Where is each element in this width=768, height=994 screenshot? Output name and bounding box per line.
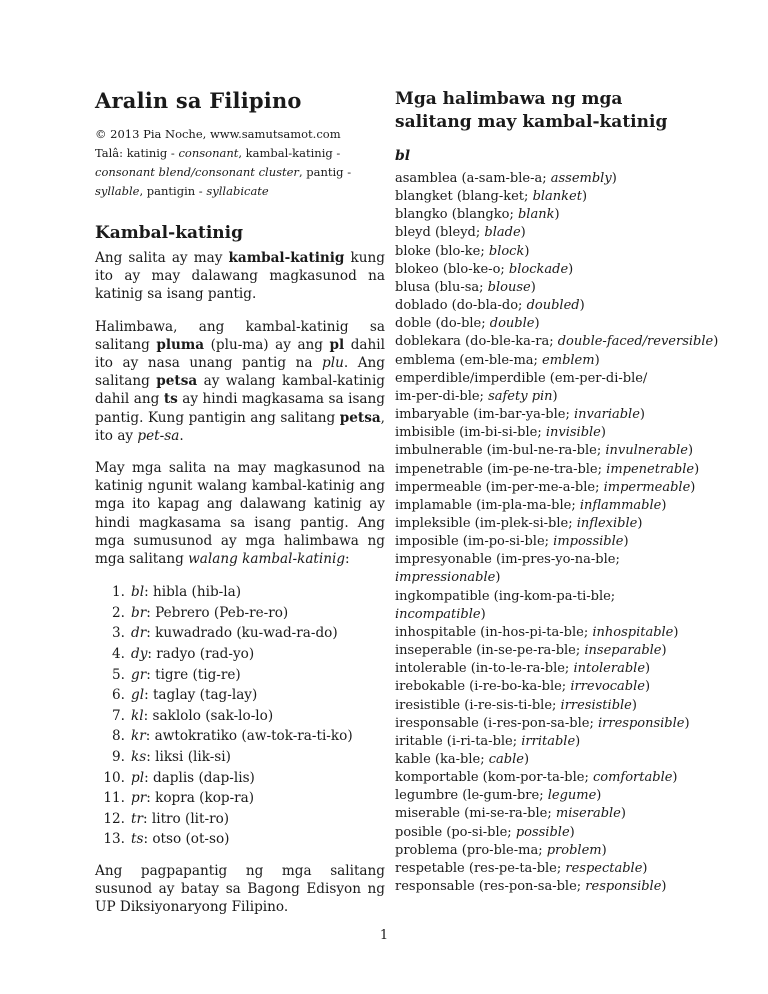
word-entry: imbisible (im-bi-si-ble; invisible) <box>395 425 606 441</box>
word-entry: impressionable) <box>395 570 501 586</box>
list-text: tr: litro (lit-ro) <box>131 810 230 827</box>
word-entry: kable (ka-ble; cable) <box>395 752 530 767</box>
list-item <box>95 788 385 809</box>
list-text: br: Pebrero (Peb-re-ro) <box>131 604 289 621</box>
word-entry: blangko (blangko; blank) <box>395 207 560 223</box>
list-number: 1. <box>112 584 125 601</box>
list-number: 13. <box>103 831 125 848</box>
list-number: 4. <box>112 646 125 663</box>
word-entry: bleyd (bleyd; blade) <box>395 225 526 241</box>
word-list <box>395 170 719 896</box>
word-entry: doble (do-ble; double) <box>395 316 540 332</box>
list-number: 3. <box>112 625 125 642</box>
list-item <box>95 747 385 768</box>
word-entry: imbulnerable (im-bul-ne-ra-ble; invulnerable) <box>395 443 694 459</box>
left-column <box>95 88 385 931</box>
list-number: 11. <box>103 790 125 807</box>
list-number: 6. <box>112 687 125 704</box>
word-entry: ingkompatible (ing-kom-pa-ti-ble; <box>395 588 616 604</box>
list-item <box>95 768 385 789</box>
non-cluster-paragraph: May mga salita na may magkasunod na katinig ngunit walang kambal-katinig ang mga ito kapag ang dalawang katinig ay hindi magkasama sa isang pantig. Ang mga sumusunod ay mga halimbawa ng mga salitang walang kambal-katinig: <box>95 460 385 568</box>
list-item <box>95 582 385 603</box>
word-entry: responsable (res-pon-sa-ble; responsible) <box>395 879 667 895</box>
word-entry: asamblea (a-sam-ble-a; assembly) <box>395 171 617 186</box>
bl-subheading: bl <box>395 148 411 164</box>
copyright-line: © 2013 Pia Noche, www.samutsamot.com <box>95 127 341 141</box>
list-text: pl: daplis (dap-lis) <box>131 769 255 786</box>
right-column <box>395 88 719 896</box>
list-number: 2. <box>112 604 125 621</box>
word-entry: iresponsable (i-res-pon-sa-ble; irresponsible) <box>395 715 690 731</box>
word-entry: blusa (blu-sa; blouse) <box>395 279 536 295</box>
word-entry: incompatible) <box>395 606 486 622</box>
example-paragraph: Halimbawa, ang kambal-katinig sa salitang pluma (plu-ma) ay ang pl dahil ito ay nasa unang pantig na plu. Ang salitang petsa ay walang kambal-katinig dahil ang ts ay hindi magkasama sa isang pantig. Kung pantigin ang salitang petsa, ito ay pet-sa. <box>95 318 385 444</box>
list-number: 10. <box>103 769 125 786</box>
terminology-note: Talâ: katinig - consonant, kambal-katinig - consonant blend/consonant cluster, pantig - syllable, pantigin - syllabicate <box>95 146 352 198</box>
definition-paragraph: Ang salita ay may kambal-katinig kung ito ay may dalawang magkasunod na katinig sa isang pantig. <box>95 250 385 303</box>
word-entry: blangket (blang-ket; blanket) <box>395 189 588 205</box>
word-entry: legumbre (le-gum-bre; legume) <box>395 788 602 804</box>
word-entry: iritable (i-ri-ta-ble; irritable) <box>395 733 581 749</box>
word-entry: problema (pro-ble-ma; problem) <box>395 842 607 858</box>
list-item <box>95 706 385 727</box>
list-number: 5. <box>112 666 125 683</box>
list-text: kr: awtokratiko (aw-tok-ra-ti-ko) <box>131 728 353 745</box>
word-entry: emperdible/imperdible (em-per-di-ble/ <box>395 370 648 386</box>
list-item <box>95 829 385 850</box>
list-text: bl: hibla (hib-la) <box>131 584 241 601</box>
list-text: gl: taglay (tag-lay) <box>131 687 258 704</box>
word-entry: bloke (blo-ke; block) <box>395 243 530 259</box>
word-entry: inhospitable (in-hos-pi-ta-ble; inhospitable) <box>395 624 679 640</box>
list-number: 12. <box>103 810 125 827</box>
list-text: gr: tigre (tig-re) <box>131 666 241 683</box>
word-entry: emblema (em-ble-ma; emblem) <box>395 352 600 368</box>
list-number: 9. <box>112 749 125 765</box>
list-item <box>95 665 385 686</box>
word-entry: posible (po-si-ble; possible) <box>395 824 575 840</box>
word-entry: impresyonable (im-pres-yo-na-ble; <box>395 552 620 568</box>
list-text: dr: kuwadrado (ku-wad-ra-do) <box>131 625 338 642</box>
list-item <box>95 644 385 665</box>
word-entry: inseperable (in-se-pe-ra-ble; inseparable) <box>395 643 667 659</box>
list-item <box>95 809 385 830</box>
word-entry: implamable (im-pla-ma-ble; inflammable) <box>395 497 667 513</box>
word-entry: impermeable (im-per-me-a-ble; impermeable) <box>395 479 696 495</box>
word-entry: irebokable (i-re-bo-ka-ble; irrevocable) <box>395 679 651 695</box>
list-text: dy: radyo (rad-yo) <box>131 646 255 663</box>
list-item <box>95 603 385 624</box>
consonant-pair-list <box>95 582 385 850</box>
syllabication-note: Ang pagpapantig ng mga salitang susunod ay batay sa Bagong Edisyon ng UP Diksiyonaryong Filipino. <box>95 862 385 916</box>
word-entry: impleksible (im-plek-si-ble; inflexible) <box>395 515 643 531</box>
word-entry: blokeo (blo-ke-o; blockade) <box>395 261 574 277</box>
list-text: ts: otso (ot-so) <box>131 831 230 848</box>
word-entry: respetable (res-pe-ta-ble; respectable) <box>395 860 648 876</box>
word-entry: komportable (kom-por-ta-ble; comfortable) <box>395 770 678 786</box>
examples-heading: Mga halimbawa ng mga salitang may kambal-katinig <box>395 89 668 132</box>
word-entry: doblado (do-bla-do; doubled) <box>395 298 585 314</box>
word-entry: im-per-di-ble; safety pin) <box>395 388 558 404</box>
list-text: kl: saklolo (sak-lo-lo) <box>131 707 274 724</box>
list-number: 7. <box>112 707 125 724</box>
list-number: 8. <box>112 728 125 745</box>
page-number: 1 <box>379 928 389 943</box>
list-item <box>95 685 385 706</box>
word-entry: imbaryable (im-bar-ya-ble; invariable) <box>395 407 645 423</box>
word-entry: miserable (mi-se-ra-ble; miserable) <box>395 806 626 822</box>
list-text: ks: liksi (lik-si) <box>131 749 231 765</box>
list-item <box>95 623 385 644</box>
word-entry: iresistible (i-re-sis-ti-ble; irresistible) <box>395 697 637 713</box>
document-title: Aralin sa Filipino <box>95 88 302 113</box>
word-entry: imposible (im-po-si-ble; impossible) <box>395 534 629 550</box>
list-item <box>95 726 385 747</box>
section-heading: Kambal-katinig <box>95 223 244 243</box>
word-entry: doblekara (do-ble-ka-ra; double-faced/reversible) <box>395 334 719 350</box>
word-entry: impenetrable (im-pe-ne-tra-ble; impenetrable) <box>395 461 700 477</box>
list-text: pr: kopra (kop-ra) <box>131 790 255 807</box>
word-entry: intolerable (in-to-le-ra-ble; intolerable) <box>395 661 651 677</box>
